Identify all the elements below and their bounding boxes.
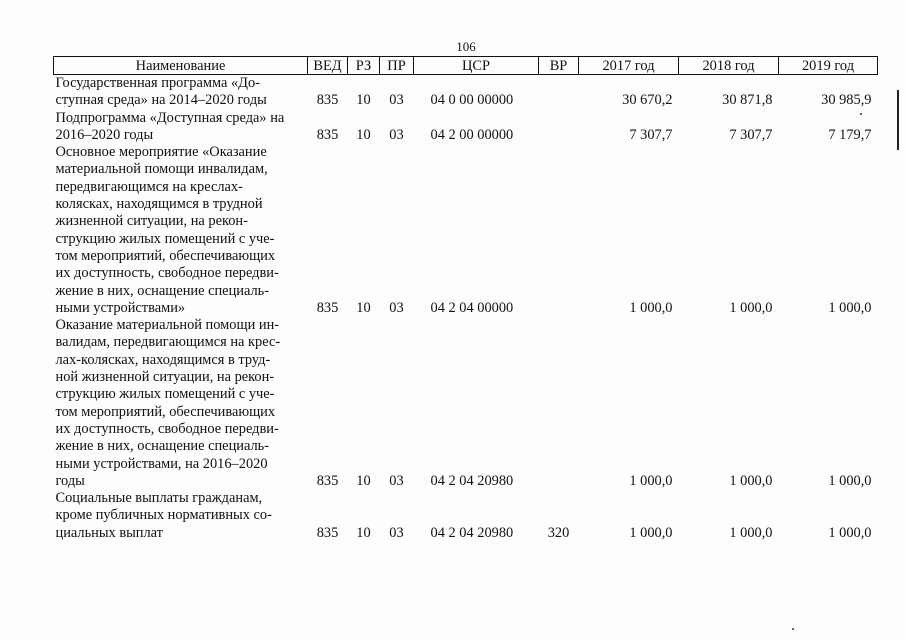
row-vr xyxy=(539,110,579,145)
header-vr: ВР xyxy=(539,57,579,75)
scan-speck xyxy=(860,113,862,115)
row-rz: 10 xyxy=(356,472,371,489)
row-2017: 30 670,2 xyxy=(622,92,673,109)
row-ved: 835 xyxy=(316,472,339,489)
row-csr: 04 2 04 20980 xyxy=(430,472,514,489)
row-2018: 1 000,0 xyxy=(729,299,773,316)
row-ved: 835 xyxy=(316,524,339,541)
header-rz: РЗ xyxy=(348,57,380,75)
row-csr: 04 2 04 00000 xyxy=(430,299,514,316)
row-vr xyxy=(539,144,579,317)
header-name: Наименование xyxy=(54,57,308,75)
table-row xyxy=(54,75,878,110)
row-name: Государственная программа «До- ступная среда» на 2014–2020 годы xyxy=(55,75,267,109)
row-2019: 7 179,7 xyxy=(828,126,872,143)
row-pr: 03 xyxy=(389,92,404,109)
page-number: 106 xyxy=(456,39,476,54)
row-ved: 835 xyxy=(316,299,339,316)
row-pr: 03 xyxy=(389,524,404,541)
row-csr: 04 2 04 20980 xyxy=(430,524,514,541)
row-2019: 1 000,0 xyxy=(828,299,872,316)
row-ved: 835 xyxy=(316,126,339,143)
row-ved: 835 xyxy=(316,92,339,109)
row-vr: 320 xyxy=(547,524,570,541)
row-rz: 10 xyxy=(356,524,371,541)
table-header-row xyxy=(54,57,878,75)
row-2017: 1 000,0 xyxy=(629,472,673,489)
row-2018: 30 871,8 xyxy=(722,92,773,109)
row-pr: 03 xyxy=(389,126,404,143)
row-pr: 03 xyxy=(389,472,404,489)
header-ved: ВЕД xyxy=(308,57,348,75)
row-rz: 10 xyxy=(356,299,371,316)
row-2017: 1 000,0 xyxy=(629,524,673,541)
row-2018: 1 000,0 xyxy=(729,524,773,541)
row-vr xyxy=(539,317,579,490)
table-row xyxy=(54,490,878,542)
row-2018: 7 307,7 xyxy=(729,126,773,143)
row-name: Социальные выплаты гражданам, кроме публичных нормативных со- циальных выплат xyxy=(55,490,272,541)
row-vr xyxy=(539,75,579,110)
row-2017: 7 307,7 xyxy=(629,126,673,143)
row-2019: 30 985,9 xyxy=(821,92,872,109)
row-name: Основное мероприятие «Оказание материальной помощи инвалидам, передвигающимся на креслах- колясках, находящимся в трудной жизненной ситуации, на рекон- струкцию жилых помещений с уче- том мероприятий, обеспечивающих их доступность, свободное передви- жение в них, оснащение специаль- ными устройствами» xyxy=(55,144,279,316)
table-row xyxy=(54,144,878,317)
header-2017: 2017 год xyxy=(579,57,679,75)
row-csr: 04 0 00 00000 xyxy=(430,92,514,109)
row-2017: 1 000,0 xyxy=(629,299,673,316)
budget-table xyxy=(53,56,878,542)
header-2018: 2018 год xyxy=(679,57,779,75)
row-name: Оказание материальной помощи ин- валидам, передвигающимся на крес- лах-колясках, находящимся в труд- ной жизненной ситуации, на рекон- струкцию жилых помещений с уче- том мероприятий, обеспечивающих их доступность, свободное передви- жение в них, оснащение специаль- ными устройствами, на 2016–2020 годы xyxy=(55,317,281,489)
row-name: Подпрограмма «Доступная среда» на 2016–2020 годы xyxy=(55,109,285,143)
table-row xyxy=(54,317,878,490)
row-rz: 10 xyxy=(356,92,371,109)
row-2019: 1 000,0 xyxy=(828,472,872,489)
scan-speck xyxy=(792,628,794,630)
row-rz: 10 xyxy=(356,126,371,143)
header-pr: ПР xyxy=(380,57,414,75)
header-2019: 2019 год xyxy=(779,57,878,75)
scan-edge-mark xyxy=(897,90,899,150)
row-pr: 03 xyxy=(389,299,404,316)
table-row xyxy=(54,110,878,145)
row-csr: 04 2 00 00000 xyxy=(430,126,514,143)
row-2019: 1 000,0 xyxy=(828,524,872,541)
header-csr: ЦСР xyxy=(414,57,539,75)
row-2018: 1 000,0 xyxy=(729,472,773,489)
